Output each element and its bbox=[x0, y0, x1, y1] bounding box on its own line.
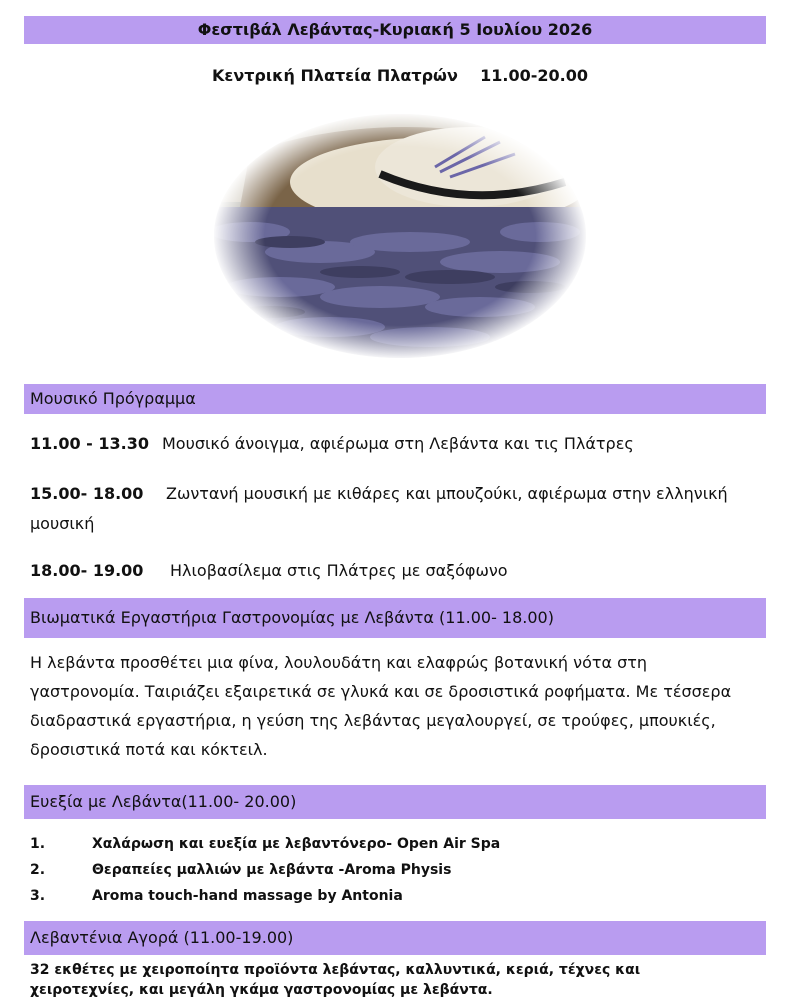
music-time: 18.00- 19.00 bbox=[30, 561, 144, 580]
hours-text: 11.00-20.00 bbox=[480, 66, 588, 85]
description-line: 32 εκθέτες με χειροποίητα προϊόντα λεβάντας, καλλυντικά, κεριά, τέχνες και bbox=[30, 962, 641, 978]
music-time: 11.00 - 13.30 bbox=[30, 434, 149, 453]
description-line: γαστρονομία. Ταιριάζει εξαιρετικά σε γλυκά και σε δροσιστικά ροφήματα. Με τέσσερα bbox=[30, 682, 732, 701]
description-line: χειροτεχνίες, και μεγάλη γκάμα γαστρονομίας με λεβάντα. bbox=[30, 982, 493, 998]
wellness-heading-bar bbox=[24, 785, 766, 819]
item-number: 3. bbox=[30, 888, 46, 904]
description-line: δροσιστικά ποτά και κόκτειλ. bbox=[30, 740, 268, 759]
music-heading: Μουσικό Πρόγραμμα bbox=[30, 389, 196, 408]
description-line: διαδραστικά εργαστήρια, η γεύση της λεβάντας μεγαλουργεί, σε τρούφες, μπουκιές, bbox=[30, 711, 716, 730]
description-line: Η λεβάντα προσθέτει μια φίνα, λουλουδάτη και ελαφρώς βοτανική νότα στη bbox=[30, 653, 648, 672]
music-item bbox=[30, 434, 634, 453]
music-time: 15.00- 18.00 bbox=[30, 484, 144, 503]
item-text: Χαλάρωση και ευεξία με λεβαντόνερο- Open Air Spa bbox=[92, 836, 501, 852]
gastronomy-heading-bar bbox=[24, 598, 766, 638]
music-text: Ηλιοβασίλεμα στις Πλάτρες με σαξόφωνο bbox=[170, 561, 508, 580]
location-text: Κεντρική Πλατεία Πλατρών bbox=[212, 66, 458, 85]
lavender-hat-photo bbox=[210, 112, 590, 360]
market-heading: Λεβαντένια Αγορά (11.00-19.00) bbox=[30, 928, 294, 947]
festival-title: Φεστιβάλ Λεβάντας-Κυριακή 5 Ιουλίου 2026 bbox=[197, 20, 593, 39]
item-number: 2. bbox=[30, 862, 46, 878]
music-text: Ζωντανή μουσική με κιθάρες και μπουζούκι, αφιέρωμα στην ελληνική bbox=[166, 484, 728, 503]
music-item bbox=[30, 561, 508, 580]
market-description bbox=[30, 960, 770, 1000]
music-heading-bar bbox=[24, 384, 766, 414]
item-number: 1. bbox=[30, 836, 46, 852]
wellness-heading: Ευεξία με Λεβάντα(11.00- 20.00) bbox=[30, 792, 297, 811]
item-text: Aroma touch-hand massage by Antonia bbox=[92, 888, 403, 904]
festival-title-bar bbox=[24, 16, 766, 44]
music-text: Μουσικό άνοιγμα, αφιέρωμα στη Λεβάντα και τις Πλάτρες bbox=[162, 434, 634, 453]
gastronomy-heading: Βιωματικά Εργαστήρια Γαστρονομίας με Λεβάντα (11.00- 18.00) bbox=[30, 608, 554, 627]
location-line bbox=[0, 66, 800, 85]
item-text: Θεραπείες μαλλιών με λεβάντα -Aroma Physis bbox=[92, 862, 452, 878]
music-text-continued: μουσική bbox=[30, 514, 95, 533]
market-heading-bar bbox=[24, 921, 766, 955]
gastronomy-description bbox=[30, 648, 765, 764]
music-item bbox=[30, 484, 728, 503]
